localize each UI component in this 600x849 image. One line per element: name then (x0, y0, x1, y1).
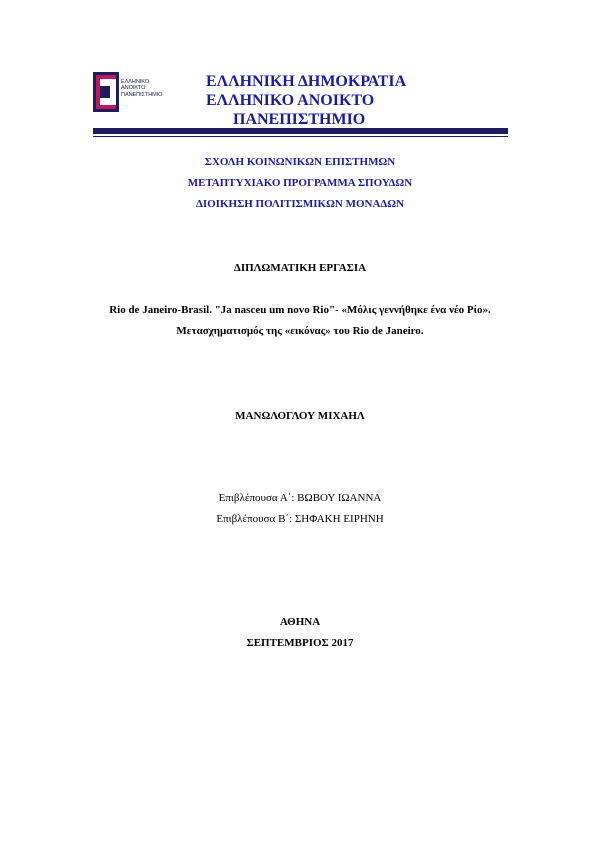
institution-title-line-3: ΠΑΝΕΠΙΣΤΗΜΙΟ (233, 111, 366, 128)
institution-title-line-2: ΕΛΛΗΝΙΚΟ ΑΝΟΙΚΤΟ (206, 92, 375, 109)
supervisor-b: Επιβλέπουσα Β΄: ΣΗΦΑΚΗ ΕΙΡΗΝΗ (216, 513, 384, 525)
program-name: ΜΕΤΑΠΤΥΧΙΑΚΟ ΠΡΟΓΡΑΜΜΑ ΣΠΟΥΔΩΝ (187, 177, 413, 189)
author-name: ΜΑΝΩΛΟΓΛΟΥ ΜΙΧΑΗΛ (235, 410, 365, 422)
supervisor-a: Επιβλέπουσα Α΄: ΒΩΒΟΥ ΙΩΑΝΝΑ (218, 492, 382, 504)
thesis-title-line-1: Rio de Janeiro-Brasil. "Ja nasceu um novo Rio"- «Μόλις γεννήθηκε ένα νέο Ρίο». (109, 304, 491, 316)
thesis-type: ΔΙΠΛΩΜΑΤΙΚΗ ΕΡΓΑΣΙΑ (233, 262, 367, 274)
logo-line-1: ΕΛΛΗΝΙΚΟ (121, 79, 149, 85)
logo-mark-icon (93, 72, 121, 114)
university-logo (93, 72, 175, 114)
place: ΑΘΗΝΑ (279, 616, 321, 628)
date: ΣΕΠΤΕΜΒΡΙΟΣ 2017 (246, 637, 354, 649)
logo-wordmark (121, 79, 162, 98)
program-specialization: ΔΙΟΙΚΗΣΗ ΠΟΛΙΤΙΣΜΙΚΩΝ ΜΟΝΑΔΩΝ (195, 198, 405, 210)
header-rule-thick (93, 128, 508, 134)
header-rule-thin (93, 136, 508, 137)
thesis-title (0, 300, 600, 342)
logo-line-3: ΠΑΝΕΠΙΣΤΗΜΙΟ (121, 91, 163, 98)
supervisors-block (0, 488, 600, 530)
logo-line-2: ΑΝΟΙΚΤΟ (121, 85, 146, 92)
school-block (0, 152, 600, 215)
institution-title-line-1: ΕΛΛΗΝΙΚΗ ΔΗΜΟΚΡΑΤΙΑ (206, 73, 407, 90)
school-name: ΣΧΟΛΗ ΚΟΙΝΩΝΙΚΩΝ ΕΠΙΣΤΗΜΩΝ (204, 156, 396, 168)
thesis-title-line-2: Μετασχηματισμός της «εικόνας» του Rio de Janeiro. (176, 325, 424, 337)
place-date-block (0, 612, 600, 654)
